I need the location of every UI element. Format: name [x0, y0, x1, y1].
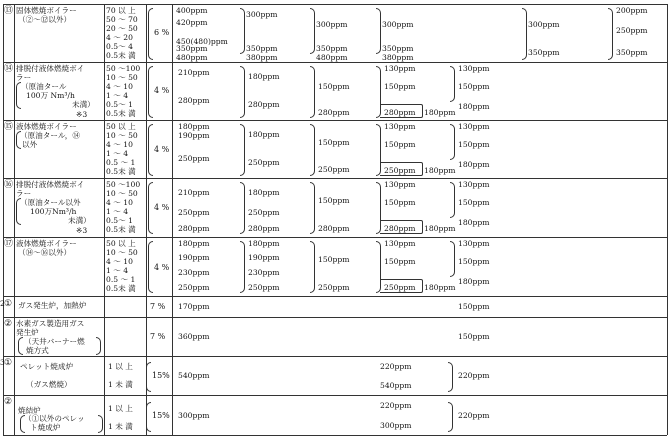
- sec2-number: 2: [0, 299, 5, 308]
- row14-c3-2: 280ppm: [318, 108, 350, 117]
- row13-size-brace: [148, 8, 153, 60]
- row14-size-5: 0.5〜 1: [106, 100, 133, 109]
- sec3-r2-name-2: （①以外のペレッ: [24, 414, 85, 423]
- row13-c1-1: 400ppm: [176, 6, 208, 15]
- sec3-r2-size-1: 1 以 上: [108, 404, 133, 413]
- sec3-r2-size-2: 1 未 満: [108, 422, 133, 431]
- rule-row-16: [3, 178, 667, 179]
- sec3-r2-name-1: 焼結炉: [18, 406, 41, 415]
- row15-c1-3: 250ppm: [178, 154, 210, 163]
- row14-name-5: 未満）: [72, 100, 95, 109]
- row14-c4-1: 130ppm: [384, 64, 416, 73]
- row15-size-2: 10 〜 50: [106, 131, 138, 140]
- row17-c4-2: 150ppm: [384, 257, 416, 266]
- row16-size-1: 50 〜100: [106, 180, 141, 189]
- row17-c2-4: 250ppm: [248, 283, 280, 292]
- row16-c4-extra: 180ppm: [424, 224, 456, 233]
- row15-c4-3: 250ppm: [384, 166, 416, 175]
- row16-c4-box: [380, 220, 423, 234]
- row14-c4-extra: 180ppm: [424, 108, 456, 117]
- row13-c3-2: 350ppm: [316, 44, 348, 53]
- row15-c5-3: 180ppm: [458, 160, 490, 169]
- row15-size-brace: [148, 124, 153, 176]
- row14-o2: 4 %: [154, 86, 170, 95]
- row16-c2-1: 180ppm: [248, 188, 280, 197]
- row15-name-1: 液体燃焼ボイラー: [16, 122, 77, 131]
- sec3-r2-number: ②: [4, 397, 13, 407]
- sec3-r2-o2: 15%: [152, 411, 170, 420]
- sec3-r1-size-1: 1 以 上: [108, 362, 133, 371]
- row15-c4-1: 130ppm: [384, 122, 416, 131]
- rule-sec2-r2: [3, 317, 667, 318]
- rule-row-15: [3, 120, 667, 121]
- sec2-r1-c1: 170ppm: [178, 302, 210, 311]
- sec3-r1-c1: 540ppm: [178, 371, 210, 380]
- row14-c2-brace: [310, 66, 315, 118]
- row16-name-5: 未満）: [68, 216, 91, 225]
- row13-c2-1: 300ppm: [246, 10, 278, 19]
- row17-number: ⑰: [4, 239, 14, 249]
- row14-name-4: 100万 Nm³/h: [26, 91, 75, 100]
- row17-c4-brace: [450, 241, 455, 277]
- sec3-r1-name-2: （ガス燃焼）: [26, 380, 72, 389]
- row16-c2-2: 250ppm: [248, 208, 280, 217]
- sec3-r1-size-brace: [146, 362, 151, 392]
- sec3-r2-c5: 220ppm: [458, 411, 490, 420]
- row16-size-3: 4 〜 10: [106, 198, 133, 207]
- row13-c6-2: 250ppm: [616, 26, 648, 35]
- row13-c4-3: 380ppm: [382, 53, 414, 62]
- row16-c4-2: 150ppm: [384, 198, 416, 207]
- row13-c2-2: 350ppm: [246, 44, 278, 53]
- row13-c4-1: 300ppm: [382, 20, 414, 29]
- row17-c5-3: 180ppm: [458, 277, 490, 286]
- row17-size-4: 1 〜 4: [106, 266, 129, 275]
- row13-c3-1: 300ppm: [316, 20, 348, 29]
- row16-name-4: 100万Nm³/h: [30, 207, 77, 216]
- row14-c4-3: 280ppm: [384, 108, 416, 117]
- sec3-r1-c5: 220ppm: [458, 371, 490, 380]
- row14-name-1: 排脱付液体燃焼ボイ: [16, 64, 85, 73]
- row17-c5-1: 130ppm: [458, 239, 490, 248]
- row16-c4-brace: [450, 182, 455, 218]
- rule-top: [3, 4, 667, 5]
- sec3-r2-name-3: ト焼成炉: [30, 423, 61, 432]
- row13-size-6: 0.5未 満: [106, 51, 136, 60]
- row15-c2-2: 250ppm: [248, 158, 280, 167]
- row16-c4-3: 280ppm: [384, 224, 416, 233]
- rule-row-17: [3, 237, 667, 238]
- sec3-r1-name-1: ペレット焼成炉: [20, 362, 74, 371]
- sec3-r1-size-2: 1 未 満: [108, 380, 133, 389]
- row14-size-1: 50 〜100: [106, 64, 141, 73]
- row13-c1-brace: [240, 8, 245, 54]
- row13-c5-1: 300ppm: [528, 20, 560, 29]
- row16-c2-3: 280ppm: [248, 224, 280, 233]
- row13-c6-1: 200ppm: [616, 6, 648, 15]
- row15-c2-1: 180ppm: [248, 130, 280, 139]
- row13-c6-3: 350ppm: [616, 48, 648, 57]
- row15-c4-extra: 180ppm: [424, 166, 456, 175]
- sec2-r2-name-3: （天井バーナー燃: [24, 337, 85, 346]
- sec2-r2-c5: 150ppm: [458, 332, 490, 341]
- row16-c1-1: 210ppm: [178, 188, 210, 197]
- rule-v-right: [667, 4, 668, 435]
- row13-c4-brace: [522, 8, 527, 60]
- sec3-r2-size-brace: [146, 402, 151, 432]
- row14-number: ⑭: [4, 64, 14, 74]
- row14-c1-brace: [240, 66, 245, 118]
- row13-size-2: 50 〜 70: [106, 15, 138, 24]
- row17-size-2: 10 〜 50: [106, 248, 138, 257]
- row15-o2: 4 %: [154, 145, 170, 154]
- row14-c4-brace: [450, 66, 455, 102]
- row14-c1-2: 280ppm: [178, 96, 210, 105]
- row13-c1-2: 420ppm: [176, 18, 208, 27]
- row15-name-3: 以外: [22, 140, 38, 149]
- row14-c1-1: 210ppm: [178, 68, 210, 77]
- row13-size-4: 4 〜 20: [106, 33, 133, 42]
- sec3-r1-c4-1: 220ppm: [380, 362, 412, 371]
- row13-size-3: 20 〜 50: [106, 24, 138, 33]
- row16-c5-1: 130ppm: [458, 180, 490, 189]
- row13-name-1: 固体燃焼ボイラー: [16, 6, 77, 15]
- row16-size-brace: [148, 182, 153, 234]
- row15-c5-2: 150ppm: [458, 140, 490, 149]
- row16-size-6: 0.5未 満: [106, 225, 136, 234]
- sec3-r2-c4-brace: [448, 402, 453, 432]
- row17-c4-extra: 180ppm: [424, 283, 456, 292]
- row14-name-3: （原油タール: [21, 82, 67, 91]
- row16-name-3: （原油タール以外: [20, 198, 81, 207]
- rule-v-name: [104, 4, 105, 435]
- row14-size-3: 4 〜 10: [106, 82, 133, 91]
- sec3-r1-c4-brace: [448, 362, 453, 392]
- row17-c1-3: 230ppm: [178, 268, 210, 277]
- row16-c3-2: 280ppm: [318, 224, 350, 233]
- row17-size-1: 50 以 上: [106, 239, 136, 248]
- row16-name-2: ラー: [16, 189, 32, 198]
- row13-o2: 6 %: [154, 28, 170, 37]
- row17-c2-3: 230ppm: [248, 268, 280, 277]
- row13-c3-3: 480ppm: [316, 53, 348, 62]
- row17-size-brace: [148, 241, 153, 293]
- rule-sec3: [3, 356, 667, 357]
- row16-c1-2: 250ppm: [178, 208, 210, 217]
- row15-size-1: 50 以 上: [106, 122, 136, 131]
- row13-c2-3: 380ppm: [246, 53, 278, 62]
- sec3-r1-number: ①: [4, 358, 13, 368]
- sec3-r1-c4-2: 540ppm: [380, 381, 412, 390]
- row14-c2-1: 180ppm: [248, 72, 280, 81]
- row16-c3-1: 150ppm: [318, 196, 350, 205]
- row13-c3-brace: [376, 8, 381, 54]
- row13-c1-4: 350ppm: [176, 44, 208, 53]
- row17-size-5: 0.5 〜 1: [106, 275, 136, 284]
- row15-c3-1: 150ppm: [318, 138, 350, 147]
- row15-size-4: 1 〜 4: [106, 149, 129, 158]
- row17-size-6: 0.5未 満: [106, 284, 136, 293]
- row16-name-6: ※3: [76, 226, 88, 235]
- row17-c4-box: [380, 279, 423, 293]
- sec2-r1-c5: 150ppm: [458, 302, 490, 311]
- sec3-r2-name-paren-right: [98, 415, 103, 433]
- sec2-r2-name-1: 水素ガス製造用ガス: [16, 319, 85, 328]
- sec2-r2-name-4: 焼方式: [26, 346, 49, 355]
- row16-o2: 4 %: [154, 203, 170, 212]
- row17-c4-3: 250ppm: [384, 283, 416, 292]
- row13-c1-3: 450(480)ppm: [176, 37, 228, 46]
- row15-c1-2: 190ppm: [178, 131, 210, 140]
- row14-size-2: 10 〜 50: [106, 73, 138, 82]
- rule-bottom: [3, 435, 667, 436]
- row13-c4-2: 350ppm: [382, 44, 414, 53]
- row16-c5-2: 150ppm: [458, 198, 490, 207]
- row17-c1-4: 250ppm: [178, 283, 210, 292]
- sec2-r1-o2: 7 %: [150, 302, 166, 311]
- sec3-r2-c4-2: 300ppm: [380, 421, 412, 430]
- row17-c2-2: 190ppm: [248, 253, 280, 262]
- row15-c4-brace: [450, 124, 455, 160]
- row14-size-brace: [148, 66, 153, 118]
- sec3-r2-c1: 300ppm: [178, 411, 210, 420]
- rule-row-14: [3, 62, 667, 63]
- row17-c2-1: 180ppm: [248, 239, 280, 248]
- row17-c3-1: 150ppm: [318, 255, 350, 264]
- row16-c4-1: 130ppm: [384, 180, 416, 189]
- row14-c5-1: 130ppm: [458, 64, 490, 73]
- row14-c3-1: 150ppm: [318, 82, 350, 91]
- row13-name-2: （②〜⑫以外）: [18, 15, 72, 24]
- row15-c3-2: 250ppm: [318, 165, 350, 174]
- row13-c2-brace: [310, 8, 315, 54]
- row17-name-2: （⑭〜⑯以外）: [18, 248, 72, 257]
- row16-size-4: 1 〜 4: [106, 207, 129, 216]
- row16-size-5: 0.5〜 1: [106, 216, 133, 225]
- sec2-r2-number: ②: [4, 319, 13, 329]
- rule-v-no: [14, 4, 15, 435]
- sec2-r1-number: ①: [4, 299, 13, 309]
- row17-c5-2: 150ppm: [458, 257, 490, 266]
- sec3-r1-o2: 15%: [152, 371, 170, 380]
- row15-number: ⑮: [4, 122, 14, 132]
- row15-name-2: （原油タール，⑭: [20, 131, 80, 140]
- row17-c4-1: 130ppm: [384, 239, 416, 248]
- row15-c1-1: 180ppm: [178, 122, 210, 131]
- sec2-r1-name: ガス発生炉，加熱炉: [18, 301, 87, 310]
- row13-c1-5: 480ppm: [176, 53, 208, 62]
- row17-o2: 4 %: [154, 263, 170, 272]
- row16-name-1: 排脱付液体燃焼ボイ: [16, 180, 85, 189]
- row15-c1-brace: [240, 124, 245, 176]
- row14-name-6: ※3: [76, 110, 88, 119]
- row14-c4-2: 150ppm: [384, 82, 416, 91]
- row14-c2-2: 280ppm: [248, 100, 280, 109]
- row15-size-5: 0.5 〜 1: [106, 158, 136, 167]
- row13-number: ⑬: [4, 6, 14, 16]
- row16-c1-3: 280ppm: [178, 224, 210, 233]
- row17-c1-1: 180ppm: [178, 239, 210, 248]
- row15-c4-2: 150ppm: [384, 140, 416, 149]
- row16-size-2: 10 〜 50: [106, 189, 138, 198]
- row15-c2-brace: [310, 124, 315, 176]
- sec2-r2-o2: 7 %: [150, 332, 166, 341]
- sec2-r2-name-2: 発生炉: [16, 328, 39, 337]
- row13-size-1: 70 以 上: [106, 6, 136, 15]
- sec3-number: 3: [0, 358, 5, 367]
- row14-size-4: 1 〜 4: [106, 91, 129, 100]
- row15-c4-box: [380, 162, 423, 176]
- sec2-r2-name-paren-left: [18, 337, 23, 355]
- row17-c3-2: 250ppm: [318, 283, 350, 292]
- row16-number: ⑯: [4, 180, 14, 190]
- row13-size-5: 0.5〜 4: [106, 42, 133, 51]
- sec3-r2-c4-1: 220ppm: [380, 401, 412, 410]
- sec2-r2-c1: 360ppm: [178, 332, 210, 341]
- row16-c1-brace: [240, 182, 245, 234]
- row14-size-6: 0.5未 満: [106, 109, 136, 118]
- row14-c4-box: [380, 104, 423, 118]
- row13-c5-brace: [608, 8, 613, 60]
- row17-name-1: 液体燃焼ボイラー: [16, 239, 77, 248]
- row15-size-6: 0.5未 満: [106, 167, 136, 176]
- row17-c1-brace: [240, 241, 245, 293]
- rule-sec2: [3, 296, 667, 297]
- row14-name-2: ラー: [16, 73, 32, 82]
- row17-c1-2: 190ppm: [178, 253, 210, 262]
- row13-c5-2: 350ppm: [528, 48, 560, 57]
- row17-c2-brace: [310, 241, 315, 293]
- row17-size-3: 4 〜 10: [106, 257, 133, 266]
- rule-sec3-r2: [3, 395, 667, 396]
- row14-c5-3: 180ppm: [458, 102, 490, 111]
- row16-c5-3: 180ppm: [458, 218, 490, 227]
- row15-size-3: 4 〜 10: [106, 140, 133, 149]
- row16-c2-brace: [310, 182, 315, 234]
- row14-c5-2: 150ppm: [458, 82, 490, 91]
- sec2-r2-name-paren-right: [96, 337, 101, 355]
- row15-c5-1: 130ppm: [458, 122, 490, 131]
- rule-v-pct: [172, 4, 173, 435]
